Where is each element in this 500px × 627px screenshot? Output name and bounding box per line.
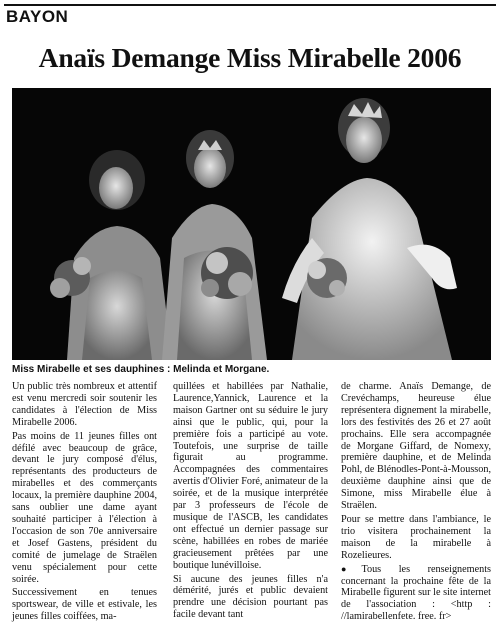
section-header [4, 4, 496, 26]
paragraph: Un public très nombreux et attentif est venu mercredi soir soutenir les candidates à l'élection de Miss Mirabelle 2006. [12, 381, 157, 428]
article-photo [12, 88, 491, 360]
article-column-1 [12, 381, 157, 625]
paragraph: Si aucune des jeunes filles n'a démérité, jurés et public devaient prendre une décision pourtant pas facile devant tant [173, 573, 328, 621]
photo-illustration [12, 88, 491, 360]
paragraph: Pour se mettre dans l'ambiance, le trio visitera prochainement la maison de la mirabelle à Rozelieures. [341, 513, 491, 561]
paragraph: de charme. Anaïs Demange, de Crevéchamps, heureuse élue représentera dignement la mirabelle, lors des festivités des 26 et 27 août prochains. Elle sera accompagnée de Morgane Giffard, de Nomexy, première dauphine, et de Melinda Pohl, de Blénodles-Pont-à-Mousson, deuxième dauphine ainsi que de Simone, miss Mirabelle élue à Straëlen. [341, 381, 491, 512]
paragraph: quillées et habillées par Nathalie, Laurence,Yannick, Laurence et la maison Gartner ont su séduire le jury ainsi que le public, qui, pour la première fois a participé au vote. Toutefois, une surprise de taille figurait au programme. Accompagnées des commentaires avertis d'Olivier Foré, animateur de la soirée, et de la musique interprétée par 3 professeurs de l'école de musique de l'ASCB, les candidates ont effectué un dernier passage sur scène, habillées en robes de mariée gracieusement prêtées par une boutique lunévilloise. [173, 381, 328, 571]
article-column-2 [173, 381, 328, 623]
info-bullet: ● Tous les renseignements concernant la prochaine fête de la Mirabelle figurent sur le site internet de l'association : <http : //lamirabellenfete. free. fr> [341, 564, 491, 624]
photo-caption: Miss Mirabelle et ses dauphines : Melinda et Morgane. [12, 364, 270, 375]
article-headline: Anaïs Demange Miss Mirabelle 2006 [38, 42, 462, 73]
paragraph: Successivement en tenues sportswear, de ville et estivale, les jeunes filles coiffées, ma- [12, 587, 157, 623]
article-column-3 [341, 381, 491, 625]
paragraph: Pas moins de 11 jeunes filles ont défilé avec beaucoup de grâce, devant le jury composé d'élus, représentants des producteurs de mirabelles et des commerçants locaux, la première dauphine 2004, sans oublier une dame ayant souhaité participer à l'élection à l'occasion de son 70e anniversaire et Josef Gastens, président du comité de jumelage de Straëlen venu spécialement pour cette soirée. [12, 430, 157, 585]
section-label: BAYON [6, 7, 69, 26]
